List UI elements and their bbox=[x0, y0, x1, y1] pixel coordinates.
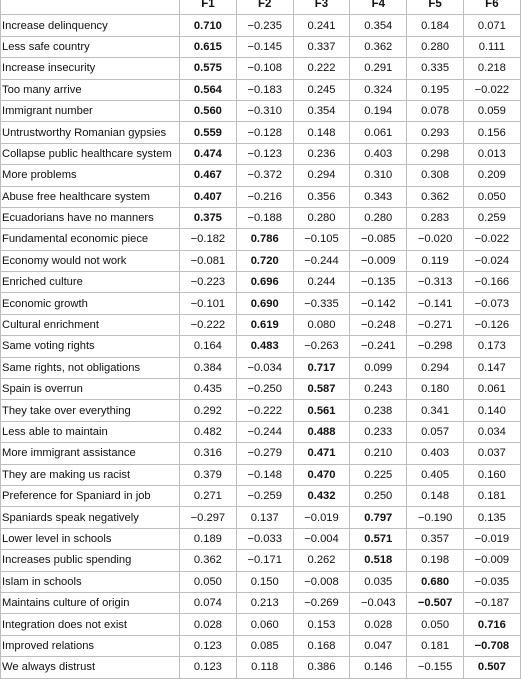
loading-cell-f3: 0.280 bbox=[293, 207, 350, 228]
loading-cell-f5: 0.294 bbox=[407, 357, 464, 378]
loading-cell-f5: −0.507 bbox=[407, 592, 464, 613]
row-label: Islam in schools bbox=[1, 571, 180, 592]
loading-cell-f2: −0.183 bbox=[236, 79, 293, 100]
loading-cell-f6: −0.024 bbox=[463, 250, 520, 271]
row-label: Maintains culture of origin bbox=[1, 592, 180, 613]
loading-cell-f5: 0.198 bbox=[407, 550, 464, 571]
loading-cell-f3: 0.168 bbox=[293, 635, 350, 656]
row-label: Less able to maintain bbox=[1, 421, 180, 442]
loading-cell-f2: −0.148 bbox=[236, 464, 293, 485]
table-row bbox=[1, 272, 521, 293]
header-cell-f6: F6 bbox=[463, 0, 520, 15]
loading-cell-f3: −0.004 bbox=[293, 528, 350, 549]
loading-cell-f5: 0.050 bbox=[407, 614, 464, 635]
loading-cell-f4: 0.343 bbox=[350, 186, 407, 207]
table-row bbox=[1, 635, 521, 656]
row-label: Improved relations bbox=[1, 635, 180, 656]
row-label: Same rights, not obligations bbox=[1, 357, 180, 378]
loading-cell-f2: 0.786 bbox=[236, 229, 293, 250]
loading-cell-f4: −0.142 bbox=[350, 293, 407, 314]
loading-cell-f5: 0.298 bbox=[407, 143, 464, 164]
loading-cell-f3: 0.470 bbox=[293, 464, 350, 485]
loading-cell-f1: 0.074 bbox=[180, 592, 237, 613]
loading-cell-f2: 0.213 bbox=[236, 592, 293, 613]
loading-cell-f5: 0.680 bbox=[407, 571, 464, 592]
loading-cell-f1: 0.560 bbox=[180, 100, 237, 121]
row-label: Cultural enrichment bbox=[1, 314, 180, 335]
loading-cell-f1: 0.467 bbox=[180, 165, 237, 186]
table-row bbox=[1, 657, 521, 678]
table-row bbox=[1, 592, 521, 613]
loading-cell-f4: 0.238 bbox=[350, 400, 407, 421]
header-cell-f3: F3 bbox=[293, 0, 350, 15]
loading-cell-f5: 0.181 bbox=[407, 635, 464, 656]
loading-cell-f6: −0.126 bbox=[463, 314, 520, 335]
table-row bbox=[1, 229, 521, 250]
row-label: Spaniards speak negatively bbox=[1, 507, 180, 528]
table-row bbox=[1, 443, 521, 464]
row-label: Collapse public healthcare system bbox=[1, 143, 180, 164]
row-label: Economy would not work bbox=[1, 250, 180, 271]
loading-cell-f3: −0.008 bbox=[293, 571, 350, 592]
loading-cell-f5: 0.293 bbox=[407, 122, 464, 143]
loading-cell-f5: 0.405 bbox=[407, 464, 464, 485]
table-row bbox=[1, 400, 521, 421]
loading-cell-f3: 0.262 bbox=[293, 550, 350, 571]
loading-cell-f4: 0.291 bbox=[350, 58, 407, 79]
loading-cell-f1: 0.564 bbox=[180, 79, 237, 100]
loading-cell-f2: 0.085 bbox=[236, 635, 293, 656]
loading-cell-f2: −0.108 bbox=[236, 58, 293, 79]
loading-cell-f6: 0.716 bbox=[463, 614, 520, 635]
loading-cell-f1: 0.435 bbox=[180, 379, 237, 400]
loading-cell-f1: 0.164 bbox=[180, 336, 237, 357]
row-label: Lower level in schools bbox=[1, 528, 180, 549]
table-row bbox=[1, 464, 521, 485]
loading-cell-f4: 0.250 bbox=[350, 485, 407, 506]
loading-cell-f5: −0.155 bbox=[407, 657, 464, 678]
loading-cell-f1: 0.375 bbox=[180, 207, 237, 228]
header-row bbox=[1, 0, 521, 15]
row-label: Integration does not exist bbox=[1, 614, 180, 635]
row-label: Increases public spending bbox=[1, 550, 180, 571]
table-row bbox=[1, 357, 521, 378]
row-label: Immigrant number bbox=[1, 100, 180, 121]
loading-cell-f5: 0.180 bbox=[407, 379, 464, 400]
loading-cell-f3: −0.335 bbox=[293, 293, 350, 314]
loading-cell-f6: 0.037 bbox=[463, 443, 520, 464]
header-cell-f4: F4 bbox=[350, 0, 407, 15]
row-label: More immigrant assistance bbox=[1, 443, 180, 464]
loading-cell-f2: −0.216 bbox=[236, 186, 293, 207]
loading-cell-f3: −0.244 bbox=[293, 250, 350, 271]
loading-cell-f1: 0.474 bbox=[180, 143, 237, 164]
loading-cell-f4: 0.362 bbox=[350, 36, 407, 57]
loading-cell-f6: 0.061 bbox=[463, 379, 520, 400]
loading-cell-f2: −0.128 bbox=[236, 122, 293, 143]
loading-cell-f1: 0.482 bbox=[180, 421, 237, 442]
loading-cell-f2: −0.033 bbox=[236, 528, 293, 549]
loading-cell-f4: 0.194 bbox=[350, 100, 407, 121]
loading-cell-f6: −0.187 bbox=[463, 592, 520, 613]
loading-cell-f3: 0.356 bbox=[293, 186, 350, 207]
loading-cell-f5: −0.190 bbox=[407, 507, 464, 528]
loading-cell-f5: 0.283 bbox=[407, 207, 464, 228]
loading-cell-f4: 0.225 bbox=[350, 464, 407, 485]
loading-cell-f1: 0.292 bbox=[180, 400, 237, 421]
loading-cell-f6: −0.022 bbox=[463, 229, 520, 250]
table-row bbox=[1, 571, 521, 592]
loading-cell-f6: −0.019 bbox=[463, 528, 520, 549]
table-row bbox=[1, 186, 521, 207]
loading-cell-f1: 0.050 bbox=[180, 571, 237, 592]
loading-cell-f4: −0.248 bbox=[350, 314, 407, 335]
loading-cell-f1: 0.379 bbox=[180, 464, 237, 485]
row-label: Untrustworthy Romanian gypsies bbox=[1, 122, 180, 143]
table-row bbox=[1, 293, 521, 314]
row-label: Less safe country bbox=[1, 36, 180, 57]
row-label: Spain is overrun bbox=[1, 379, 180, 400]
loading-cell-f5: 0.195 bbox=[407, 79, 464, 100]
loading-cell-f5: 0.362 bbox=[407, 186, 464, 207]
row-label: Too many arrive bbox=[1, 79, 180, 100]
loading-cell-f6: 0.135 bbox=[463, 507, 520, 528]
loading-cell-f4: 0.035 bbox=[350, 571, 407, 592]
row-label: Enriched culture bbox=[1, 272, 180, 293]
loading-cell-f6: 0.050 bbox=[463, 186, 520, 207]
header-cell-item bbox=[1, 0, 180, 15]
loading-cell-f3: 0.432 bbox=[293, 485, 350, 506]
header-cell-f1: F1 bbox=[180, 0, 237, 15]
loading-cell-f5: 0.335 bbox=[407, 58, 464, 79]
loading-cell-f3: −0.269 bbox=[293, 592, 350, 613]
loading-cell-f3: −0.019 bbox=[293, 507, 350, 528]
loading-cell-f4: 0.028 bbox=[350, 614, 407, 635]
loading-cell-f5: −0.271 bbox=[407, 314, 464, 335]
loading-cell-f5: 0.403 bbox=[407, 443, 464, 464]
table-row bbox=[1, 15, 521, 36]
loading-cell-f4: 0.210 bbox=[350, 443, 407, 464]
table-row bbox=[1, 314, 521, 335]
loading-cell-f5: −0.020 bbox=[407, 229, 464, 250]
loading-cell-f3: 0.236 bbox=[293, 143, 350, 164]
loading-cell-f6: 0.059 bbox=[463, 100, 520, 121]
loading-cell-f2: 0.690 bbox=[236, 293, 293, 314]
loading-cell-f4: 0.403 bbox=[350, 143, 407, 164]
loading-cell-f1: 0.575 bbox=[180, 58, 237, 79]
loading-cell-f3: 0.241 bbox=[293, 15, 350, 36]
table-row bbox=[1, 100, 521, 121]
loading-cell-f6: 0.160 bbox=[463, 464, 520, 485]
row-label: Increase delinquency bbox=[1, 15, 180, 36]
loading-cell-f1: 0.362 bbox=[180, 550, 237, 571]
loading-cell-f4: −0.043 bbox=[350, 592, 407, 613]
loading-cell-f6: −0.073 bbox=[463, 293, 520, 314]
loading-cell-f6: 0.209 bbox=[463, 165, 520, 186]
loading-cell-f2: 0.118 bbox=[236, 657, 293, 678]
loading-cell-f1: 0.123 bbox=[180, 635, 237, 656]
row-label: We always distrust bbox=[1, 657, 180, 678]
loading-cell-f4: 0.797 bbox=[350, 507, 407, 528]
row-label: They are making us racist bbox=[1, 464, 180, 485]
loading-cell-f4: 0.280 bbox=[350, 207, 407, 228]
row-label: Increase insecurity bbox=[1, 58, 180, 79]
loading-cell-f2: 0.137 bbox=[236, 507, 293, 528]
loading-cell-f1: −0.101 bbox=[180, 293, 237, 314]
loading-cell-f4: 0.354 bbox=[350, 15, 407, 36]
loading-cell-f6: 0.034 bbox=[463, 421, 520, 442]
loading-cell-f2: −0.244 bbox=[236, 421, 293, 442]
header-cell-f5: F5 bbox=[407, 0, 464, 15]
loading-cell-f1: 0.316 bbox=[180, 443, 237, 464]
loading-cell-f5: 0.280 bbox=[407, 36, 464, 57]
loading-cell-f6: 0.173 bbox=[463, 336, 520, 357]
table-row bbox=[1, 79, 521, 100]
table-row bbox=[1, 507, 521, 528]
table-row bbox=[1, 485, 521, 506]
loading-cell-f5: 0.119 bbox=[407, 250, 464, 271]
loading-cell-f6: 0.147 bbox=[463, 357, 520, 378]
table-row bbox=[1, 58, 521, 79]
loading-cell-f3: 0.386 bbox=[293, 657, 350, 678]
loading-cell-f5: 0.057 bbox=[407, 421, 464, 442]
loading-cell-f1: 0.189 bbox=[180, 528, 237, 549]
loading-cell-f6: 0.071 bbox=[463, 15, 520, 36]
loading-cell-f2: −0.235 bbox=[236, 15, 293, 36]
loading-cell-f3: 0.488 bbox=[293, 421, 350, 442]
loading-cell-f2: 0.696 bbox=[236, 272, 293, 293]
loading-cell-f1: −0.222 bbox=[180, 314, 237, 335]
table-row bbox=[1, 143, 521, 164]
loading-cell-f6: −0.166 bbox=[463, 272, 520, 293]
loading-cell-f6: 0.218 bbox=[463, 58, 520, 79]
loading-cell-f3: 0.337 bbox=[293, 36, 350, 57]
loading-cell-f5: −0.313 bbox=[407, 272, 464, 293]
loading-cell-f3: 0.587 bbox=[293, 379, 350, 400]
table-row bbox=[1, 528, 521, 549]
table-row bbox=[1, 207, 521, 228]
loading-cell-f4: 0.233 bbox=[350, 421, 407, 442]
loading-cell-f1: 0.271 bbox=[180, 485, 237, 506]
loading-cell-f2: 0.720 bbox=[236, 250, 293, 271]
loading-cell-f3: 0.245 bbox=[293, 79, 350, 100]
loading-cell-f3: −0.105 bbox=[293, 229, 350, 250]
loading-cell-f2: −0.279 bbox=[236, 443, 293, 464]
loading-cell-f4: 0.061 bbox=[350, 122, 407, 143]
row-label: Economic growth bbox=[1, 293, 180, 314]
loading-cell-f4: −0.135 bbox=[350, 272, 407, 293]
loading-cell-f6: −0.022 bbox=[463, 79, 520, 100]
loading-cell-f5: 0.341 bbox=[407, 400, 464, 421]
row-label: Fundamental economic piece bbox=[1, 229, 180, 250]
loading-cell-f2: 0.619 bbox=[236, 314, 293, 335]
loading-cell-f1: 0.123 bbox=[180, 657, 237, 678]
loading-cell-f1: 0.384 bbox=[180, 357, 237, 378]
row-label: Same voting rights bbox=[1, 336, 180, 357]
loading-cell-f1: −0.081 bbox=[180, 250, 237, 271]
table-row bbox=[1, 421, 521, 442]
loading-cell-f2: −0.123 bbox=[236, 143, 293, 164]
loading-cell-f3: 0.354 bbox=[293, 100, 350, 121]
loading-cell-f5: −0.141 bbox=[407, 293, 464, 314]
loading-cell-f1: −0.182 bbox=[180, 229, 237, 250]
loading-cell-f4: −0.241 bbox=[350, 336, 407, 357]
loading-cell-f4: 0.146 bbox=[350, 657, 407, 678]
loading-cell-f3: −0.263 bbox=[293, 336, 350, 357]
loading-cell-f3: 0.244 bbox=[293, 272, 350, 293]
loading-cell-f6: −0.035 bbox=[463, 571, 520, 592]
table-row bbox=[1, 379, 521, 400]
loading-cell-f1: 0.559 bbox=[180, 122, 237, 143]
loading-cell-f4: 0.571 bbox=[350, 528, 407, 549]
row-label: They take over everything bbox=[1, 400, 180, 421]
loading-cell-f4: 0.310 bbox=[350, 165, 407, 186]
loading-cell-f5: 0.184 bbox=[407, 15, 464, 36]
loading-cell-f2: −0.188 bbox=[236, 207, 293, 228]
row-label: Ecuadorians have no manners bbox=[1, 207, 180, 228]
loading-cell-f4: 0.047 bbox=[350, 635, 407, 656]
loading-cell-f6: 0.013 bbox=[463, 143, 520, 164]
loading-cell-f2: −0.259 bbox=[236, 485, 293, 506]
row-label: Abuse free healthcare system bbox=[1, 186, 180, 207]
loading-cell-f2: −0.145 bbox=[236, 36, 293, 57]
table-body bbox=[1, 15, 521, 678]
loading-cell-f1: 0.407 bbox=[180, 186, 237, 207]
table-row bbox=[1, 550, 521, 571]
table-row bbox=[1, 250, 521, 271]
loading-cell-f4: −0.009 bbox=[350, 250, 407, 271]
table-row bbox=[1, 614, 521, 635]
loading-cell-f2: −0.222 bbox=[236, 400, 293, 421]
loading-cell-f4: 0.099 bbox=[350, 357, 407, 378]
loading-cell-f3: 0.153 bbox=[293, 614, 350, 635]
table-row bbox=[1, 336, 521, 357]
header-cell-f2: F2 bbox=[236, 0, 293, 15]
loading-cell-f3: 0.561 bbox=[293, 400, 350, 421]
loading-cell-f4: −0.085 bbox=[350, 229, 407, 250]
loading-cell-f3: 0.717 bbox=[293, 357, 350, 378]
loading-cell-f2: −0.250 bbox=[236, 379, 293, 400]
loading-cell-f4: 0.518 bbox=[350, 550, 407, 571]
loading-cell-f5: 0.078 bbox=[407, 100, 464, 121]
loading-cell-f2: 0.483 bbox=[236, 336, 293, 357]
loading-cell-f2: 0.150 bbox=[236, 571, 293, 592]
loading-cell-f2: −0.310 bbox=[236, 100, 293, 121]
loading-cell-f1: 0.028 bbox=[180, 614, 237, 635]
loading-cell-f1: −0.223 bbox=[180, 272, 237, 293]
row-label: More problems bbox=[1, 165, 180, 186]
loading-cell-f5: −0.298 bbox=[407, 336, 464, 357]
loading-cell-f6: 0.259 bbox=[463, 207, 520, 228]
table-row bbox=[1, 36, 521, 57]
loading-cell-f5: 0.357 bbox=[407, 528, 464, 549]
loading-cell-f5: 0.308 bbox=[407, 165, 464, 186]
loading-cell-f6: −0.009 bbox=[463, 550, 520, 571]
loading-cell-f2: −0.372 bbox=[236, 165, 293, 186]
table-row bbox=[1, 122, 521, 143]
loading-cell-f5: 0.148 bbox=[407, 485, 464, 506]
loading-cell-f1: 0.710 bbox=[180, 15, 237, 36]
loading-cell-f4: 0.324 bbox=[350, 79, 407, 100]
row-label: Preference for Spaniard in job bbox=[1, 485, 180, 506]
loading-cell-f6: 0.111 bbox=[463, 36, 520, 57]
loading-cell-f6: 0.181 bbox=[463, 485, 520, 506]
loading-cell-f3: 0.148 bbox=[293, 122, 350, 143]
loading-cell-f1: 0.615 bbox=[180, 36, 237, 57]
loading-cell-f3: 0.222 bbox=[293, 58, 350, 79]
loading-cell-f3: 0.471 bbox=[293, 443, 350, 464]
loading-cell-f2: 0.060 bbox=[236, 614, 293, 635]
loading-cell-f2: −0.171 bbox=[236, 550, 293, 571]
loading-cell-f6: −0.708 bbox=[463, 635, 520, 656]
loading-cell-f3: 0.294 bbox=[293, 165, 350, 186]
loading-cell-f6: 0.507 bbox=[463, 657, 520, 678]
loading-cell-f2: −0.034 bbox=[236, 357, 293, 378]
loading-cell-f6: 0.156 bbox=[463, 122, 520, 143]
loading-cell-f1: −0.297 bbox=[180, 507, 237, 528]
loading-cell-f3: 0.080 bbox=[293, 314, 350, 335]
table-row bbox=[1, 165, 521, 186]
loading-cell-f6: 0.140 bbox=[463, 400, 520, 421]
loading-cell-f4: 0.243 bbox=[350, 379, 407, 400]
